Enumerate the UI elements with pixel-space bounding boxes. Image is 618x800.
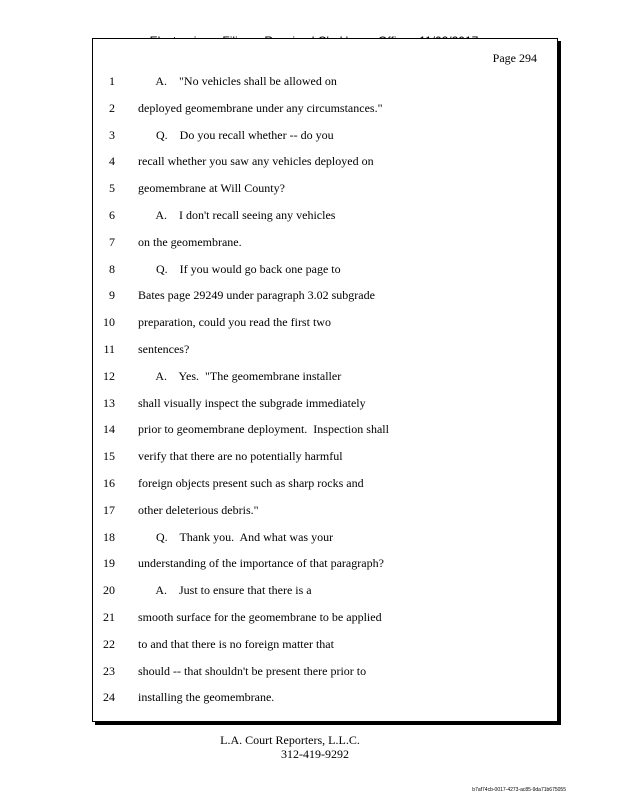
transcript-line — [91, 609, 551, 625]
line-text: on the geomembrane. — [138, 234, 242, 249]
transcript-line — [91, 689, 551, 705]
line-number: 7 — [109, 234, 115, 249]
line-number: 5 — [109, 181, 115, 196]
transcript-line — [91, 502, 551, 518]
transcript-line — [91, 368, 551, 384]
transcript-line — [91, 73, 551, 89]
line-number: 22 — [103, 636, 115, 651]
line-text: deployed geomembrane under any circumstances." — [138, 100, 383, 115]
line-text: Q. Thank you. And what was your — [138, 529, 334, 544]
transcript-line — [91, 314, 551, 330]
transcript-line — [91, 261, 551, 277]
transcript-line — [91, 127, 551, 143]
line-text: Q. Do you recall whether -- do you — [138, 127, 334, 142]
line-number: 10 — [103, 315, 115, 330]
line-text: installing the geomembrane. — [138, 690, 275, 705]
line-number: 20 — [103, 583, 115, 598]
transcript-line — [91, 180, 551, 196]
transcript-line — [91, 448, 551, 464]
line-number: 6 — [109, 208, 115, 222]
transcript-line — [91, 555, 551, 571]
line-text: recall whether you saw any vehicles deployed on — [138, 154, 374, 169]
line-number: 3 — [109, 127, 115, 142]
line-text: Q. If you would go back one page to — [138, 261, 341, 276]
transcript-line — [91, 153, 551, 169]
transcript-line — [91, 287, 551, 303]
footer-phone: 312-419-9292 — [281, 747, 349, 761]
line-text: understanding of the importance of that paragraph? — [138, 556, 384, 571]
line-number: 8 — [109, 261, 115, 276]
line-text: A. "No vehicles shall be allowed on — [138, 74, 337, 88]
line-number: 1 — [109, 74, 115, 88]
transcript-line — [91, 582, 551, 598]
document-hash: b7af74cb-0017-4273-ac85-9da71b675055 — [472, 787, 566, 793]
line-number: 16 — [103, 476, 115, 490]
line-text: A. I don't recall seeing any vehicles — [138, 208, 336, 222]
footer-company: L.A. Court Reporters, L.L.C. — [220, 733, 360, 747]
transcript-line — [91, 207, 551, 223]
line-number: 21 — [103, 610, 115, 624]
line-number: 24 — [103, 690, 115, 705]
line-text: smooth surface for the geomembrane to be applied — [138, 610, 382, 624]
line-text: foreign objects present such as sharp rocks and — [138, 476, 364, 490]
transcript-line — [91, 475, 551, 491]
line-number: 12 — [103, 368, 115, 383]
line-number: 4 — [109, 154, 115, 169]
line-text: A. Yes. "The geomembrane installer — [138, 368, 342, 383]
line-number: 17 — [103, 502, 115, 517]
transcript-line — [91, 636, 551, 652]
line-text: preparation, could you read the first two — [138, 315, 331, 330]
line-text: geomembrane at Will County? — [138, 181, 285, 196]
line-text: should -- that shouldn't be present there prior to — [138, 663, 367, 678]
line-number: 13 — [103, 395, 115, 410]
line-number: 18 — [103, 529, 115, 544]
line-text: Bates page 29249 under paragraph 3.02 subgrade — [138, 288, 375, 303]
line-number: 2 — [109, 100, 115, 115]
line-number: 19 — [103, 556, 115, 571]
transcript-line — [91, 421, 551, 437]
line-text: A. Just to ensure that there is a — [138, 583, 312, 598]
transcript-line — [91, 529, 551, 545]
transcript-line — [91, 395, 551, 411]
line-text: sentences? — [138, 342, 190, 356]
line-number: 9 — [109, 288, 115, 303]
transcript-line — [91, 341, 551, 357]
transcript-line — [91, 663, 551, 679]
line-text: shall visually inspect the subgrade immediately — [138, 395, 366, 410]
transcript-line — [91, 100, 551, 116]
line-text: prior to geomembrane deployment. Inspection shall — [138, 422, 389, 437]
line-text: verify that there are no potentially harmful — [138, 449, 343, 464]
line-number: 23 — [103, 663, 115, 678]
transcript-page — [92, 38, 558, 722]
line-number: 15 — [103, 449, 115, 464]
page-number: Page 294 — [492, 51, 537, 65]
line-number: 11 — [103, 342, 115, 356]
line-text: to and that there is no foreign matter that — [138, 636, 334, 651]
line-number: 14 — [103, 422, 115, 437]
line-text: other deleterious debris." — [138, 502, 259, 517]
transcript-line — [91, 234, 551, 250]
